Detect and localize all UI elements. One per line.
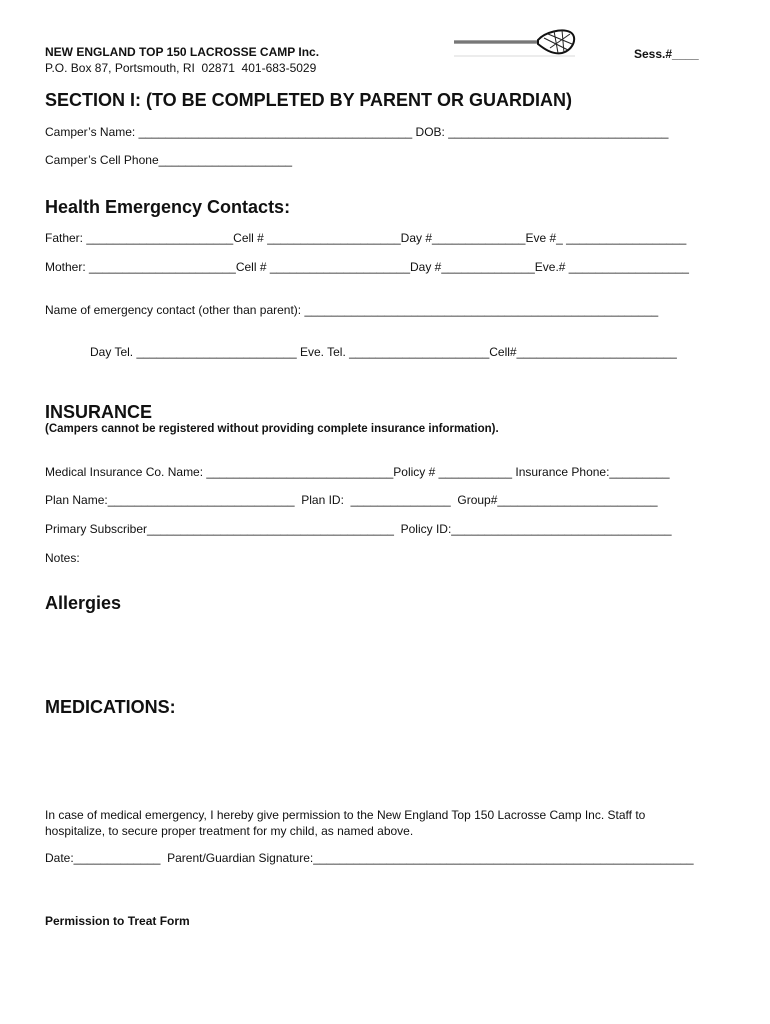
- session-number: Sess.#____: [634, 47, 699, 61]
- allergies-title: Allergies: [45, 593, 122, 613]
- emergency-contact-phones-field[interactable]: Day Tel. ________________________ Eve. Tel. _____________________Cell#________________________: [90, 345, 677, 359]
- insurance-note: (Campers cannot be registered without providing complete insurance information).: [45, 423, 499, 435]
- medications-title: MEDICATIONS:: [45, 697, 176, 717]
- emergency-contact-name-field[interactable]: Name of emergency contact (other than parent): _____________________________________________________: [45, 303, 659, 317]
- primary-subscriber-field[interactable]: Primary Subscriber_____________________________________ Policy ID:_________________________________: [45, 522, 672, 536]
- form-footer-title: Permission to Treat Form: [45, 914, 190, 928]
- mother-contact-field[interactable]: Mother: ______________________Cell # _____________________Day #______________Eve.# __________________: [45, 260, 689, 274]
- health-contacts-title: Health Emergency Contacts:: [45, 197, 291, 217]
- signature-field[interactable]: Date:_____________ Parent/Guardian Signature:_________________________________________________________: [45, 851, 694, 865]
- section-1-title: SECTION I: (TO BE COMPLETED BY PARENT OR GUARDIAN): [45, 90, 573, 110]
- lacrosse-stick-icon: [450, 26, 580, 66]
- insurance-title: INSURANCE: [45, 402, 153, 422]
- insurance-notes-label: Notes:: [45, 551, 80, 565]
- father-contact-field[interactable]: Father: ______________________Cell # ____________________Day #______________Eve #_ __________________: [45, 231, 687, 245]
- organization-name: NEW ENGLAND TOP 150 LACROSSE CAMP Inc.: [45, 45, 320, 59]
- camper-cell-field[interactable]: Camper’s Cell Phone____________________: [45, 153, 293, 167]
- camper-name-field[interactable]: Camper’s Name: _________________________________________ DOB: _________________________________: [45, 125, 669, 139]
- insurance-company-field[interactable]: Medical Insurance Co. Name: ____________________________Policy # ___________ Insurance Phone:_________: [45, 465, 670, 479]
- insurance-plan-field[interactable]: Plan Name:____________________________ Plan ID: _______________ Group#________________________: [45, 493, 658, 507]
- organization-address: P.O. Box 87, Portsmouth, RI 02871 401-683-5029: [45, 61, 317, 75]
- consent-paragraph: In case of medical emergency, I hereby give permission to the New England Top 150 Lacrosse Camp Inc. Staff to hospitalize, to secure proper treatment for my child, as named above.: [45, 808, 646, 838]
